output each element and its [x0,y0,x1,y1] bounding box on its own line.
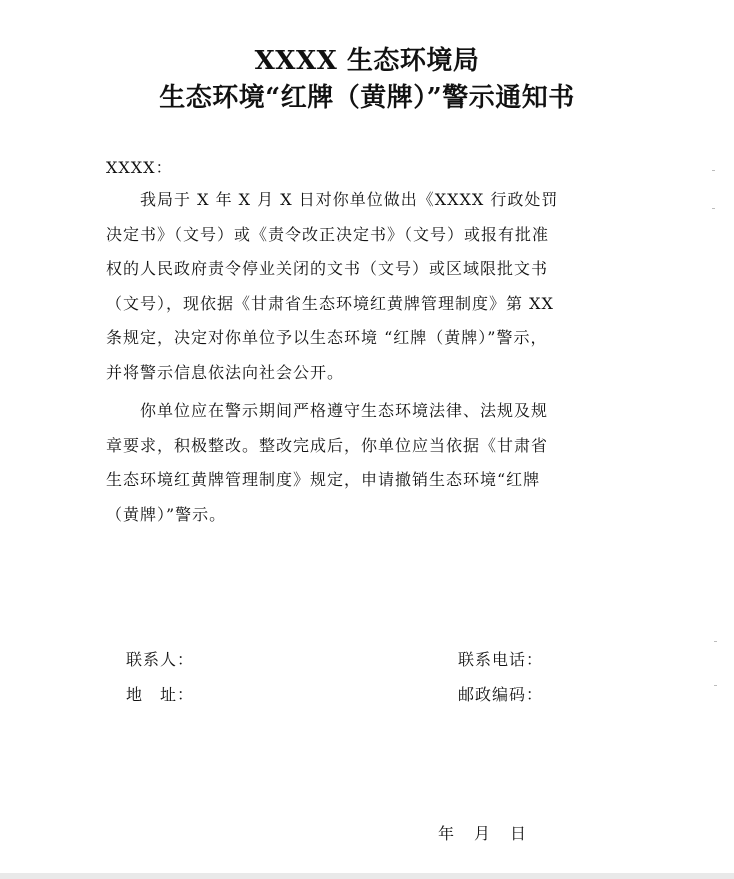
paragraph-line: 并将警示信息依法向社会公开。 [106,362,345,382]
paragraph-line: 章要求，积极整改。整改完成后，你单位应当依据《甘肃省 [106,435,549,455]
paragraph-decision [106,183,626,390]
addressee: XXXX： [106,158,173,177]
paragraph-line: 生态环境红黄牌管理制度》规定，申请撤销生态环境“红牌 [106,470,541,489]
paragraph-line: 你单位应在警示期间严格遵守生态环境法律、法规及规 [106,401,549,420]
paragraph-line: （文号），现依据《甘肃省生态环境红黄牌管理制度》第 XX [106,293,554,313]
margin-mark [712,208,715,209]
margin-mark [712,170,715,171]
date-day: 日 [510,824,527,843]
document-title-agency: XXXX 生态环境局 [254,46,480,76]
margin-mark [714,685,717,686]
paragraph-line: 条规定，决定对你单位予以生态环境 “红牌（黄牌）”警示， [106,328,548,347]
contact-address-label: 地 址： [126,685,195,704]
margin-mark [714,641,717,642]
contact-phone-label: 联系电话： [458,650,544,669]
document-title-notice: 生态环境“红牌（黄牌）”警示通知书 [159,83,575,113]
paragraph-line: 权的人民政府责令停业关闭的文书（文号）或区域限批文书 [106,259,549,278]
contact-person-label: 联系人： [126,650,195,669]
paragraph-requirements [106,394,626,532]
date-month: 月 [474,824,491,843]
paragraph-line: 决定书》（文号）或《责令改正决定书》（文号）或报有批准 [106,224,550,244]
date-line [438,821,526,844]
page-bottom-edge [0,873,734,879]
paragraph-line: 我局于 X 年 X 月 X 日对你单位做出《XXXX 行政处罚 [106,190,559,209]
date-year: 年 [438,824,455,843]
contact-postcode-label: 邮政编码： [458,685,544,704]
paragraph-line: （黄牌）”警示。 [106,504,227,524]
